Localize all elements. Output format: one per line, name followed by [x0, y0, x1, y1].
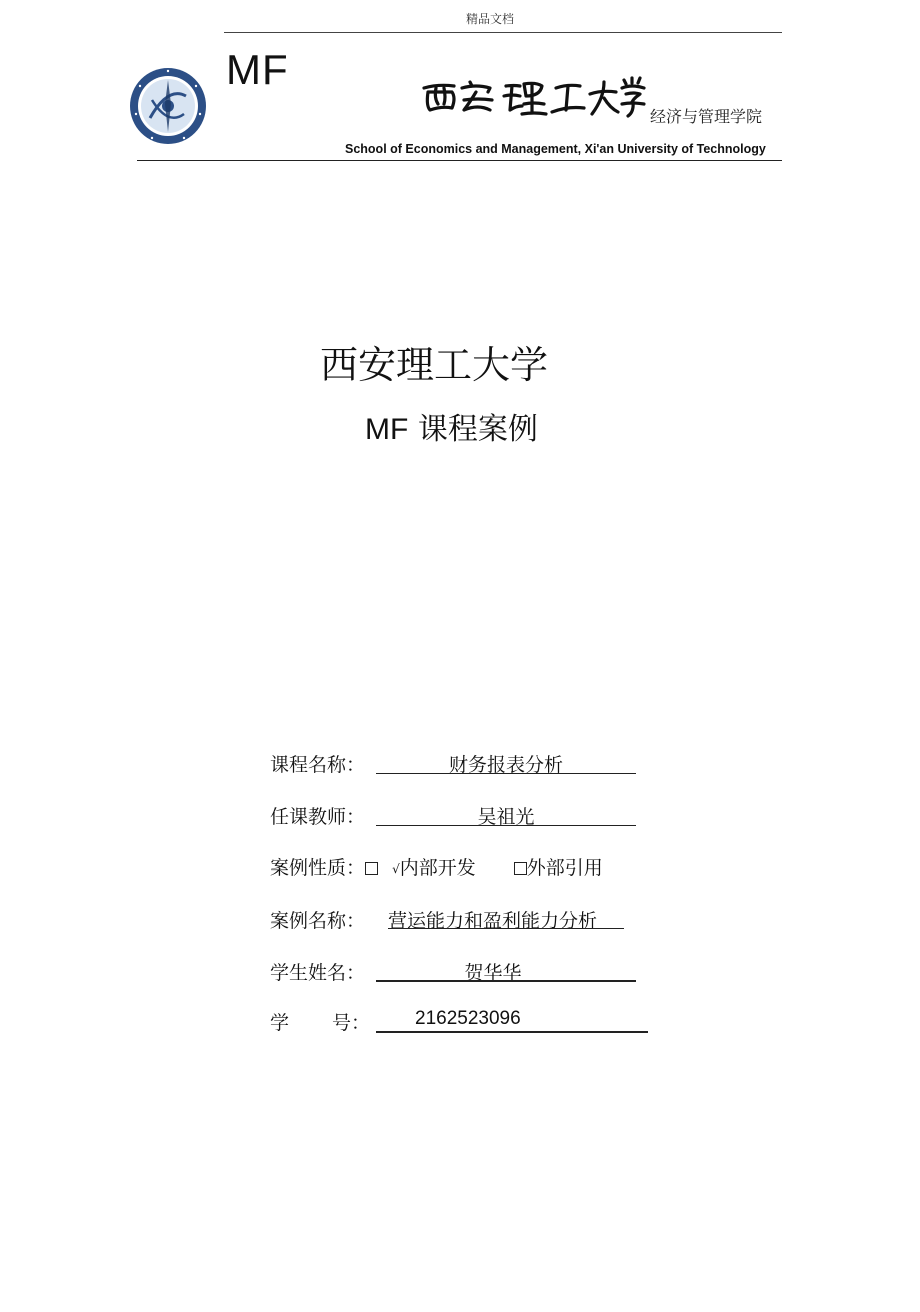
- course-prefix: MF: [365, 413, 409, 446]
- university-title: 西安理工大学: [320, 343, 549, 387]
- mf-mark: MF: [226, 46, 289, 93]
- top-rule: [224, 32, 782, 33]
- teacher-underline: [376, 825, 636, 826]
- school-name-en: School of Economics and Management, Xi'an University of Technology: [345, 142, 766, 156]
- student-name-underline: [376, 980, 636, 982]
- case-nature-label: 案例性质：: [270, 857, 366, 879]
- case-name-value: 营运能力和盈利能力分析: [388, 910, 598, 932]
- course-case-title: [365, 404, 538, 448]
- teacher-value: 吴祖光: [477, 806, 535, 828]
- header-rule: [137, 160, 782, 161]
- internal-option-label: 内部开发: [399, 857, 476, 879]
- external-checkbox[interactable]: [514, 862, 527, 875]
- student-id-label-char1: 学: [270, 1012, 290, 1034]
- check-mark-icon: √: [392, 862, 400, 876]
- watermark-text: 精品文档: [465, 12, 514, 26]
- student-id-label-char2: 号：: [332, 1012, 371, 1034]
- case-name-label: 案例名称：: [270, 910, 366, 932]
- internal-checkbox[interactable]: [365, 862, 378, 875]
- student-name-value: 贺华华: [464, 962, 522, 984]
- student-id-value: 2162523096: [415, 1008, 521, 1029]
- student-name-label: 学生姓名：: [270, 962, 366, 984]
- course-case-label: 课程案例: [417, 412, 538, 447]
- college-name-cn: 经济与管理学院: [650, 107, 763, 126]
- case-nature-row: [270, 853, 603, 880]
- university-seal-icon: [128, 66, 208, 146]
- student-id-underline: [376, 1031, 648, 1033]
- external-option-label: 外部引用: [526, 857, 603, 879]
- course-name-label: 课程名称：: [270, 754, 366, 776]
- university-calligraphy-logo: [420, 72, 646, 122]
- teacher-label: 任课教师：: [270, 806, 366, 828]
- course-name-value: 财务报表分析: [448, 754, 563, 776]
- case-name-underline: [388, 928, 624, 929]
- course-name-underline: [376, 773, 636, 774]
